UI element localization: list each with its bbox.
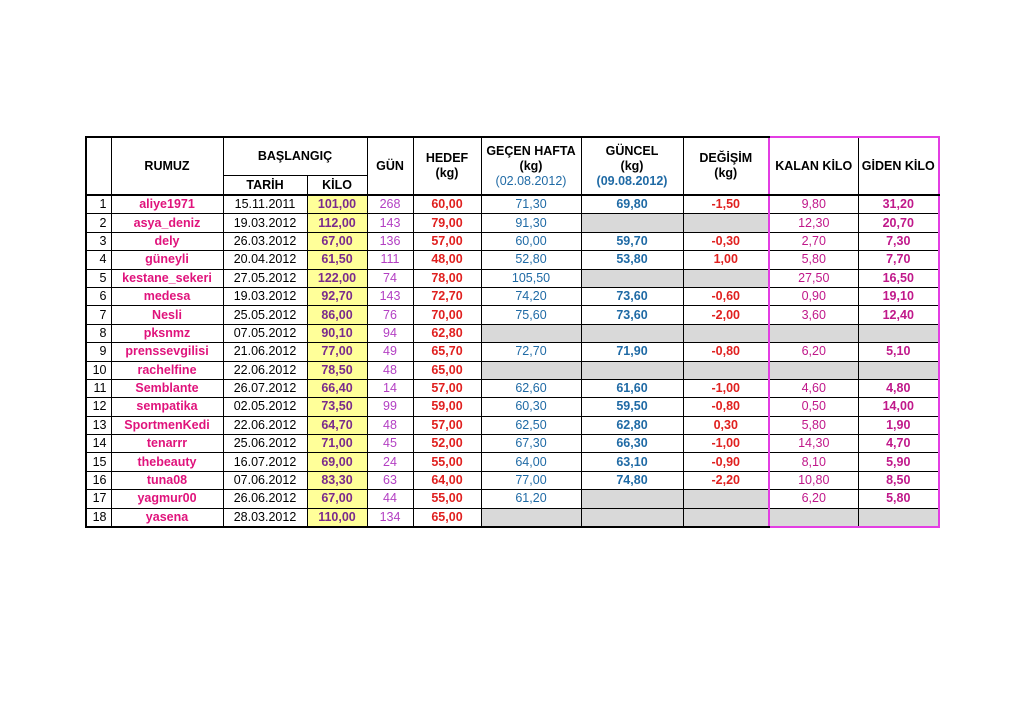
days-cell: 143 [367, 214, 413, 232]
remaining-cell: 4,60 [769, 379, 858, 397]
change-cell: -1,00 [683, 379, 769, 397]
days-cell: 63 [367, 471, 413, 489]
remaining-cell [769, 508, 858, 527]
table-row [86, 306, 939, 324]
remaining-cell: 5,80 [769, 251, 858, 269]
table-row [86, 508, 939, 527]
table-row [86, 453, 939, 471]
change-cell [683, 269, 769, 287]
lost-cell: 5,90 [858, 453, 939, 471]
giden-header: GİDEN KİLO [858, 137, 939, 195]
change-cell: -2,20 [683, 471, 769, 489]
remaining-cell [769, 324, 858, 342]
current-weight-cell: 74,80 [581, 471, 683, 489]
start-date-cell: 15.11.2011 [223, 195, 307, 214]
days-cell: 14 [367, 379, 413, 397]
guncel-unit: (kg) [620, 158, 644, 173]
days-cell: 111 [367, 251, 413, 269]
row-index: 12 [86, 398, 111, 416]
start-date-cell: 20.04.2012 [223, 251, 307, 269]
current-weight-cell [581, 361, 683, 379]
remaining-cell: 8,10 [769, 453, 858, 471]
nickname-cell: sempatika [111, 398, 223, 416]
index-header [86, 137, 111, 195]
last-week-cell: 71,30 [481, 195, 581, 214]
nickname-cell: yasena [111, 508, 223, 527]
row-index: 13 [86, 416, 111, 434]
nickname-cell: SportmenKedi [111, 416, 223, 434]
change-cell: -0,90 [683, 453, 769, 471]
current-weight-cell: 69,80 [581, 195, 683, 214]
table-row [86, 398, 939, 416]
table-row [86, 435, 939, 453]
last-week-cell: 67,30 [481, 435, 581, 453]
start-date-cell: 16.07.2012 [223, 453, 307, 471]
change-cell: -0,60 [683, 287, 769, 305]
table-row [86, 361, 939, 379]
start-date-cell: 26.06.2012 [223, 490, 307, 508]
rumuz-header: RUMUZ [111, 137, 223, 195]
remaining-cell: 0,50 [769, 398, 858, 416]
table-row [86, 287, 939, 305]
change-cell: -2,00 [683, 306, 769, 324]
current-weight-cell: 61,60 [581, 379, 683, 397]
row-index: 6 [86, 287, 111, 305]
current-weight-cell: 59,50 [581, 398, 683, 416]
start-date-cell: 22.06.2012 [223, 361, 307, 379]
change-cell: -0,80 [683, 398, 769, 416]
lost-cell: 12,40 [858, 306, 939, 324]
nickname-cell: güneyli [111, 251, 223, 269]
start-date-cell: 25.05.2012 [223, 306, 307, 324]
change-cell: -0,80 [683, 343, 769, 361]
tarih-header: TARİH [223, 176, 307, 196]
current-weight-cell [581, 269, 683, 287]
row-index: 14 [86, 435, 111, 453]
remaining-cell: 9,80 [769, 195, 858, 214]
start-weight-cell: 110,00 [307, 508, 367, 527]
degisim-header [683, 137, 769, 195]
start-date-cell: 28.03.2012 [223, 508, 307, 527]
current-weight-cell: 53,80 [581, 251, 683, 269]
days-cell: 76 [367, 306, 413, 324]
remaining-cell [769, 361, 858, 379]
table-row [86, 195, 939, 214]
start-weight-cell: 90,10 [307, 324, 367, 342]
last-week-cell: 62,60 [481, 379, 581, 397]
nickname-cell: Nesli [111, 306, 223, 324]
days-cell: 44 [367, 490, 413, 508]
change-cell: -0,30 [683, 232, 769, 250]
days-cell: 24 [367, 453, 413, 471]
start-weight-cell: 101,00 [307, 195, 367, 214]
kalan-header: KALAN KİLO [769, 137, 858, 195]
last-week-cell: 52,80 [481, 251, 581, 269]
days-cell: 45 [367, 435, 413, 453]
row-index: 15 [86, 453, 111, 471]
table-row [86, 324, 939, 342]
days-cell: 94 [367, 324, 413, 342]
table-body [86, 195, 939, 527]
start-weight-cell: 71,00 [307, 435, 367, 453]
start-date-cell: 22.06.2012 [223, 416, 307, 434]
remaining-cell: 2,70 [769, 232, 858, 250]
lost-cell: 7,70 [858, 251, 939, 269]
days-cell: 74 [367, 269, 413, 287]
start-weight-cell: 61,50 [307, 251, 367, 269]
nickname-cell: prenssevgilisi [111, 343, 223, 361]
row-index: 16 [86, 471, 111, 489]
target-weight-cell: 52,00 [413, 435, 481, 453]
start-weight-cell: 112,00 [307, 214, 367, 232]
row-index: 1 [86, 195, 111, 214]
table-row [86, 490, 939, 508]
last-week-cell [481, 324, 581, 342]
degisim-label: DEĞİŞİM [699, 151, 753, 165]
start-date-cell: 27.05.2012 [223, 269, 307, 287]
row-index: 3 [86, 232, 111, 250]
last-week-cell: 62,50 [481, 416, 581, 434]
nickname-cell: yagmur00 [111, 490, 223, 508]
current-weight-cell: 62,80 [581, 416, 683, 434]
lost-cell: 5,80 [858, 490, 939, 508]
lost-cell: 5,10 [858, 343, 939, 361]
current-weight-cell [581, 324, 683, 342]
change-cell: -1,00 [683, 435, 769, 453]
remaining-cell: 14,30 [769, 435, 858, 453]
remaining-cell: 3,60 [769, 306, 858, 324]
hedef-label: HEDEF [425, 151, 469, 165]
row-index: 18 [86, 508, 111, 527]
last-week-cell: 105,50 [481, 269, 581, 287]
nickname-cell: rachelfine [111, 361, 223, 379]
last-week-cell: 77,00 [481, 471, 581, 489]
start-date-cell: 07.06.2012 [223, 471, 307, 489]
current-weight-cell: 73,60 [581, 306, 683, 324]
target-weight-cell: 57,00 [413, 232, 481, 250]
table-row [86, 471, 939, 489]
target-weight-cell: 57,00 [413, 416, 481, 434]
row-index: 7 [86, 306, 111, 324]
lost-cell: 19,10 [858, 287, 939, 305]
row-index: 4 [86, 251, 111, 269]
gecen-hafta-label: GEÇEN HAFTA [486, 143, 576, 158]
change-cell: 0,30 [683, 416, 769, 434]
current-weight-cell: 66,30 [581, 435, 683, 453]
days-cell: 136 [367, 232, 413, 250]
target-weight-cell: 79,00 [413, 214, 481, 232]
change-cell [683, 508, 769, 527]
row-index: 9 [86, 343, 111, 361]
remaining-cell: 27,50 [769, 269, 858, 287]
days-cell: 134 [367, 508, 413, 527]
start-weight-cell: 92,70 [307, 287, 367, 305]
last-week-cell: 74,20 [481, 287, 581, 305]
start-weight-cell: 67,00 [307, 490, 367, 508]
start-date-cell: 07.05.2012 [223, 324, 307, 342]
nickname-cell: dely [111, 232, 223, 250]
target-weight-cell: 55,00 [413, 490, 481, 508]
change-cell [683, 324, 769, 342]
current-weight-cell [581, 214, 683, 232]
target-weight-cell: 62,80 [413, 324, 481, 342]
start-date-cell: 26.03.2012 [223, 232, 307, 250]
target-weight-cell: 70,00 [413, 306, 481, 324]
change-cell: -1,50 [683, 195, 769, 214]
nickname-cell: pksnmz [111, 324, 223, 342]
kilo-header: KİLO [307, 176, 367, 196]
target-weight-cell: 78,00 [413, 269, 481, 287]
start-weight-cell: 78,50 [307, 361, 367, 379]
last-week-cell [481, 361, 581, 379]
guncel-date: (09.08.2012) [596, 173, 668, 188]
nickname-cell: Semblante [111, 379, 223, 397]
start-weight-cell: 69,00 [307, 453, 367, 471]
target-weight-cell: 65,70 [413, 343, 481, 361]
lost-cell: 4,80 [858, 379, 939, 397]
change-cell [683, 490, 769, 508]
target-weight-cell: 60,00 [413, 195, 481, 214]
lost-cell: 16,50 [858, 269, 939, 287]
target-weight-cell: 48,00 [413, 251, 481, 269]
baslangic-header: BAŞLANGIÇ [223, 137, 367, 176]
start-date-cell: 02.05.2012 [223, 398, 307, 416]
current-weight-cell: 71,90 [581, 343, 683, 361]
remaining-cell: 6,20 [769, 490, 858, 508]
last-week-cell: 75,60 [481, 306, 581, 324]
remaining-cell: 12,30 [769, 214, 858, 232]
lost-cell [858, 361, 939, 379]
last-week-cell: 61,20 [481, 490, 581, 508]
remaining-cell: 6,20 [769, 343, 858, 361]
lost-cell: 1,90 [858, 416, 939, 434]
row-index: 10 [86, 361, 111, 379]
target-weight-cell: 65,00 [413, 361, 481, 379]
lost-cell: 7,30 [858, 232, 939, 250]
lost-cell: 20,70 [858, 214, 939, 232]
target-weight-cell: 65,00 [413, 508, 481, 527]
last-week-cell: 60,00 [481, 232, 581, 250]
gecen-hafta-unit: (kg) [519, 158, 543, 173]
table-row [86, 269, 939, 287]
start-date-cell: 19.03.2012 [223, 214, 307, 232]
current-weight-cell: 63,10 [581, 453, 683, 471]
start-date-cell: 21.06.2012 [223, 343, 307, 361]
row-index: 5 [86, 269, 111, 287]
nickname-cell: aliye1971 [111, 195, 223, 214]
row-index: 2 [86, 214, 111, 232]
nickname-cell: tuna08 [111, 471, 223, 489]
target-weight-cell: 55,00 [413, 453, 481, 471]
start-weight-cell: 83,30 [307, 471, 367, 489]
nickname-cell: kestane_sekeri [111, 269, 223, 287]
last-week-cell [481, 508, 581, 527]
hedef-header [413, 137, 481, 195]
start-weight-cell: 73,50 [307, 398, 367, 416]
current-weight-cell [581, 490, 683, 508]
guncel-label: GÜNCEL [605, 143, 659, 158]
target-weight-cell: 64,00 [413, 471, 481, 489]
lost-cell [858, 508, 939, 527]
nickname-cell: tenarrr [111, 435, 223, 453]
lost-cell [858, 324, 939, 342]
remaining-cell: 0,90 [769, 287, 858, 305]
row-index: 11 [86, 379, 111, 397]
lost-cell: 14,00 [858, 398, 939, 416]
days-cell: 143 [367, 287, 413, 305]
start-date-cell: 19.03.2012 [223, 287, 307, 305]
nickname-cell: thebeauty [111, 453, 223, 471]
remaining-cell: 5,80 [769, 416, 858, 434]
target-weight-cell: 59,00 [413, 398, 481, 416]
lost-cell: 8,50 [858, 471, 939, 489]
start-weight-cell: 77,00 [307, 343, 367, 361]
row-index: 8 [86, 324, 111, 342]
days-cell: 48 [367, 361, 413, 379]
lost-cell: 31,20 [858, 195, 939, 214]
gecen-hafta-date: (02.08.2012) [495, 173, 567, 188]
degisim-unit: (kg) [714, 166, 738, 180]
days-cell: 268 [367, 195, 413, 214]
start-weight-cell: 66,40 [307, 379, 367, 397]
last-week-cell: 91,30 [481, 214, 581, 232]
nickname-cell: medesa [111, 287, 223, 305]
change-cell [683, 361, 769, 379]
current-weight-cell: 73,60 [581, 287, 683, 305]
start-date-cell: 25.06.2012 [223, 435, 307, 453]
nickname-cell: asya_deniz [111, 214, 223, 232]
current-weight-cell: 59,70 [581, 232, 683, 250]
table-row [86, 416, 939, 434]
table-row [86, 232, 939, 250]
remaining-cell: 10,80 [769, 471, 858, 489]
table-row [86, 251, 939, 269]
start-weight-cell: 122,00 [307, 269, 367, 287]
lost-cell: 4,70 [858, 435, 939, 453]
current-weight-cell [581, 508, 683, 527]
gecen-hafta-header [481, 137, 581, 195]
days-cell: 48 [367, 416, 413, 434]
start-date-cell: 26.07.2012 [223, 379, 307, 397]
last-week-cell: 64,00 [481, 453, 581, 471]
guncel-header [581, 137, 683, 195]
row-index: 17 [86, 490, 111, 508]
weight-tracking-table [85, 136, 940, 528]
last-week-cell: 72,70 [481, 343, 581, 361]
start-weight-cell: 64,70 [307, 416, 367, 434]
table-row [86, 214, 939, 232]
target-weight-cell: 72,70 [413, 287, 481, 305]
table-row [86, 343, 939, 361]
hedef-unit: (kg) [435, 166, 459, 180]
change-cell [683, 214, 769, 232]
days-cell: 99 [367, 398, 413, 416]
days-cell: 49 [367, 343, 413, 361]
gun-header: GÜN [367, 137, 413, 195]
target-weight-cell: 57,00 [413, 379, 481, 397]
change-cell: 1,00 [683, 251, 769, 269]
last-week-cell: 60,30 [481, 398, 581, 416]
start-weight-cell: 67,00 [307, 232, 367, 250]
start-weight-cell: 86,00 [307, 306, 367, 324]
table-row [86, 379, 939, 397]
